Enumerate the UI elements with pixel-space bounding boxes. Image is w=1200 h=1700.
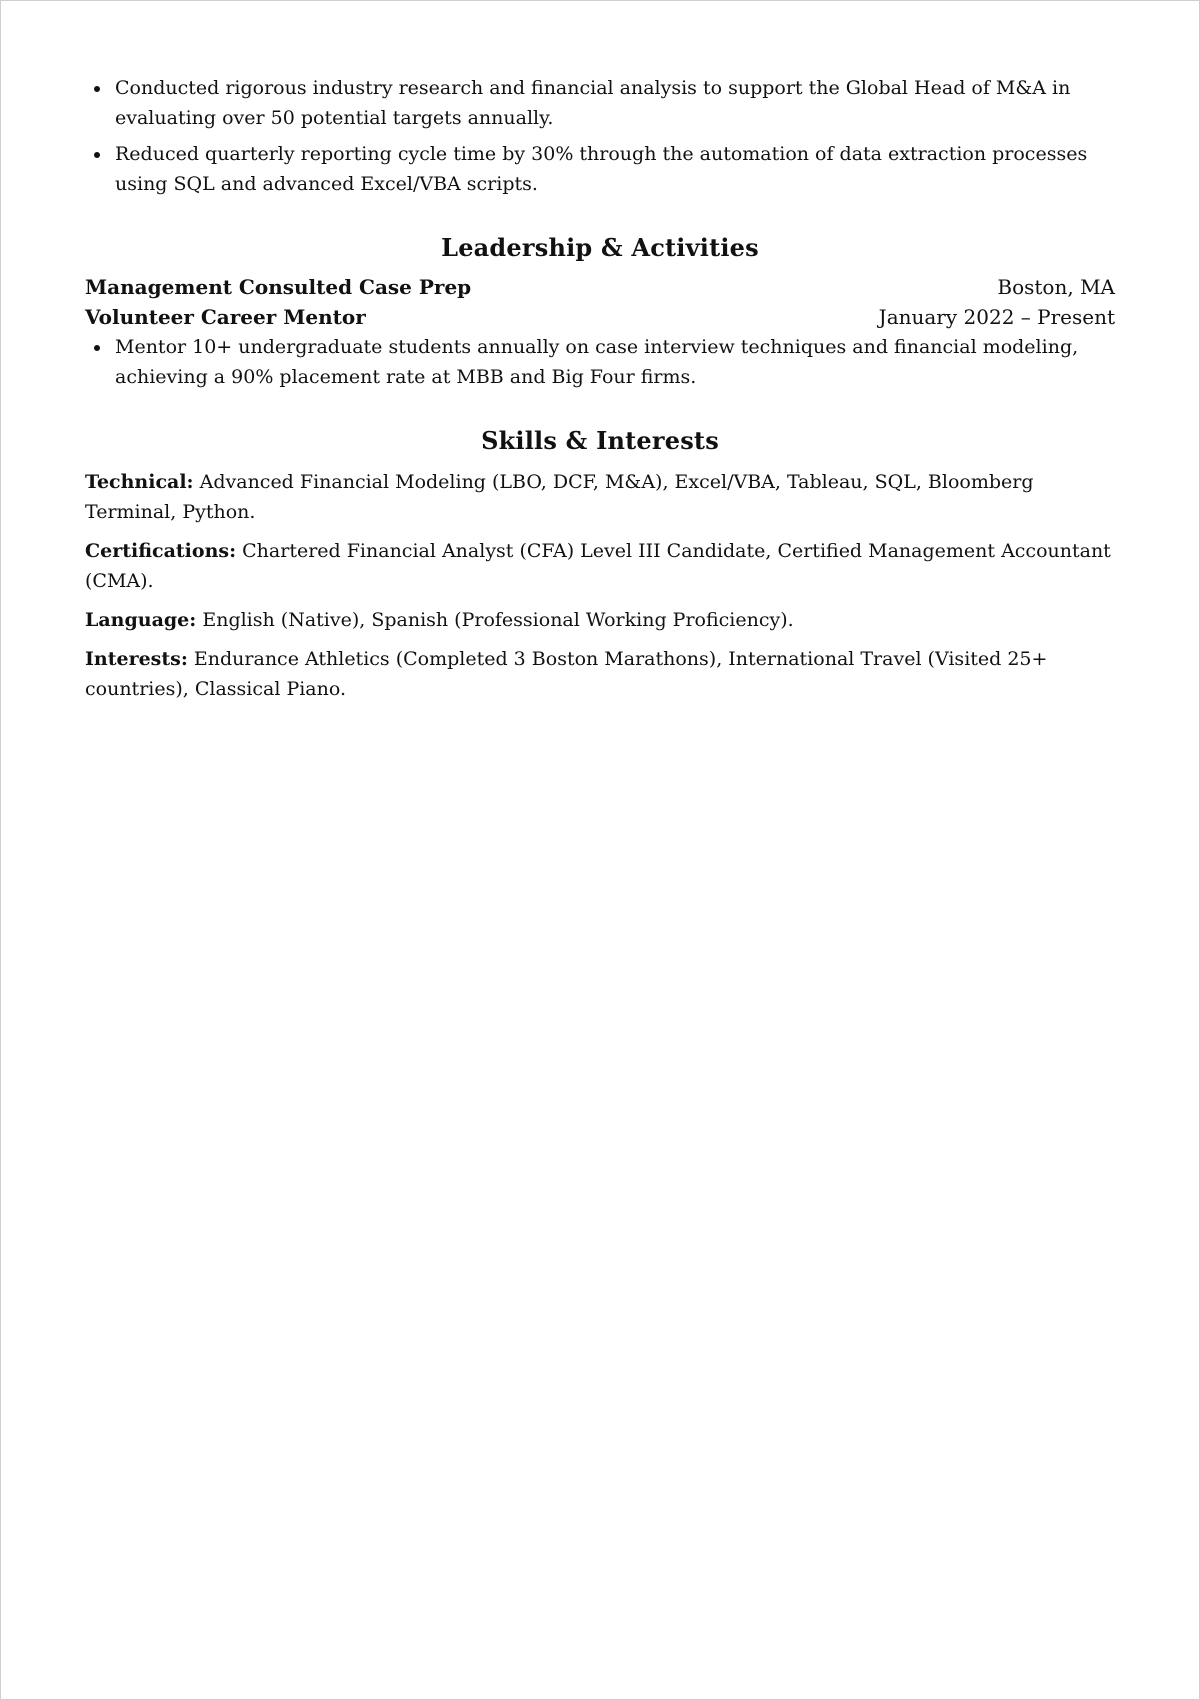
organization-location: Boston, MA — [997, 275, 1115, 299]
skill-label: Certifications: — [85, 540, 237, 562]
skill-text: English (Native), Spanish (Professional Working Proficiency). — [196, 609, 794, 631]
skill-text: Advanced Financial Modeling (LBO, DCF, M&A), Excel/VBA, Tableau, SQL, Bloomberg Terminal, Python. — [85, 471, 1034, 523]
leadership-bullet: Mentor 10+ undergraduate students annually on case interview techniques and financial modeling, achieving a 90% placement rate at MBB and Big Four firms. — [115, 332, 1115, 392]
skill-text: Chartered Financial Analyst (CFA) Level III Candidate, Certified Management Accountant (CMA). — [85, 540, 1111, 592]
section-title-leadership: Leadership & Activities — [441, 233, 759, 262]
skill-label: Technical: — [85, 471, 194, 493]
leadership-entry — [85, 272, 1115, 392]
skill-label: Interests: — [85, 648, 188, 670]
skill-line-language — [85, 605, 1115, 635]
experience-bullet: Reduced quarterly reporting cycle time by 30% through the automation of data extraction processes using SQL and advanced Excel/VBA scripts. — [115, 139, 1115, 199]
leadership-bullet-list — [85, 332, 1115, 392]
section-title-skills: Skills & Interests — [481, 426, 719, 455]
skill-line-technical — [85, 467, 1115, 527]
experience-bullet-list — [85, 73, 1115, 199]
entry-role-row — [85, 302, 1115, 332]
role-title: Volunteer Career Mentor — [85, 305, 366, 329]
skills-list — [85, 467, 1115, 704]
skill-text: Endurance Athletics (Completed 3 Boston Marathons), International Travel (Visited 25+ countries), Classical Piano. — [85, 648, 1048, 700]
resume-content — [85, 73, 1115, 713]
entry-header-row — [85, 272, 1115, 302]
skill-line-interests — [85, 644, 1115, 704]
role-dates: January 2022 – Present — [878, 305, 1115, 329]
skill-label: Language: — [85, 609, 197, 631]
skill-line-certifications — [85, 536, 1115, 596]
organization-name: Management Consulted Case Prep — [85, 275, 472, 299]
experience-bullet: Conducted rigorous industry research and financial analysis to support the Global Head of M&A in evaluating over 50 potential targets annually. — [115, 73, 1115, 133]
